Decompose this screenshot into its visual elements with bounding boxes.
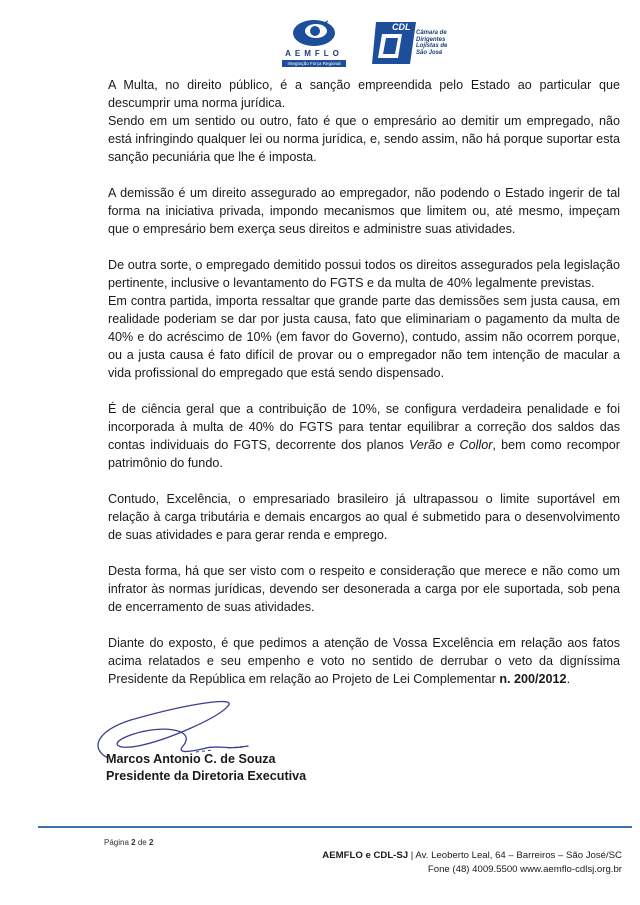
cdl-abbreviation: CDL [392,22,411,32]
cdl-name-line: Lojistas de [416,43,448,49]
text-segment: É de ciência geral que a contribuição de 10%, se configura verdadeira penalidade e foi incorporada à multa de 40% do FGTS para tentar equilibrar a correção dos saldos das contas individuais do FGTS, decorrente dos planos [108,402,620,452]
bill-number: n. 200/2012 [499,672,567,686]
footer-divider [38,826,632,828]
footer-org: AEMFLO e CDL-SJ [322,850,409,861]
paragraph-employee-rights: De outra sorte, o empregado demitido possui todos os direitos assegurados pela legislação pertinente, inclusive o levantamento do FGTS e da multa de 40% legalmente previstas. [108,258,620,290]
aemflo-name: AEMFLO [285,49,343,58]
cdl-full-name [416,30,466,56]
cdl-logo [372,20,462,68]
letter-body [108,76,620,688]
paragraph-request [108,634,620,688]
cdl-name-line: Dirigentes [416,36,446,43]
aemflo-logo [278,18,350,70]
page-current: 2 [131,838,136,847]
footer-contact: Fone (48) 4009.5500 www.aemflo-cdlsj.org.br [427,864,622,875]
signer-block [106,751,306,785]
signer-title: Presidente da Diretoria Executiva [106,769,307,783]
page-total: 2 [148,838,154,847]
paragraph-just-cause: Em contra partida, importa ressaltar que grande parte das demissões sem justa causa, em realidade poderiam se dar por justa causa, fato que eliminariam o pagamento da multa de 40% e do acréscimo de 10% (em favor do Governo), contudo, assim não ocorrem porque, ou a justa causa é fato difícil de provar ou o empregador não tem intenção de macular a vida profissional do empregado que está sendo dispensado. [108,294,620,380]
footer-street: | Av. Leoberto Leal, 64 – Barreiros – São José/SC [410,850,622,861]
paragraph-employer-right: A demissão é um direito assegurado ao empregador, não podendo o Estado ingerir de tal forma na iniciativa privada, impondo mecanismos que limitem ou, até mesmo, impeçam que o empresário bem exerça seus direitos e administre suas atividades. [108,186,620,236]
text-segment: . [566,672,571,686]
plans-name: Verão e Collor [408,438,493,452]
page-word: Página [104,838,129,847]
paragraph-contribution [108,400,620,472]
paragraph-exoneration: Desta forma, há que ser visto com o respeito e consideração que merece e não como um infrator às normas jurídicas, devendo ser desonerada a carga por ele suportada, sob pena de encerramento de suas atividades. [108,564,620,614]
paragraph-tax-burden: Contudo, Excelência, o empresariado brasileiro já ultrapassou o limite suportável em relação à carga tributária e demais encargos ao qual é submetido para o desenvolvimento de suas atividades e para gerar renda e emprego. [108,492,620,542]
cdl-name-line: São José [416,49,443,56]
aemflo-emblem-icon [292,18,336,48]
page-of: de [137,838,147,847]
signer-name: Marcos Antonio C. de Souza [106,752,276,766]
paragraph-fine-definition: A Multa, no direito público, é a sanção empreendida pelo Estado ao particular que descumprir uma norma jurídica. [108,78,620,110]
text-segment: Diante do exposto, é que pedimos a atenção de Vossa Excelência em relação aos fatos acima relatados e seu empenho e voto no sentido de derrubar o veto da digníssima Presidente da República em relação ao Projeto de Lei Complementar [108,636,620,686]
paragraph-dismissal-legal: Sendo em um sentido ou outro, fato é que o empresário ao demitir um empregado, não está infringindo qualquer lei ou norma jurídica, e, sendo assim, não há porque suportar esta sanção pecuniária que lhe é imposta. [108,114,620,164]
cdl-name-line: Câmara de [416,30,447,36]
text-segment: , bem como recompor patrimônio do fundo. [108,438,620,470]
aemflo-tagline: Integração Força Regional [282,60,346,67]
page-number [104,838,153,847]
footer-address [322,849,622,877]
